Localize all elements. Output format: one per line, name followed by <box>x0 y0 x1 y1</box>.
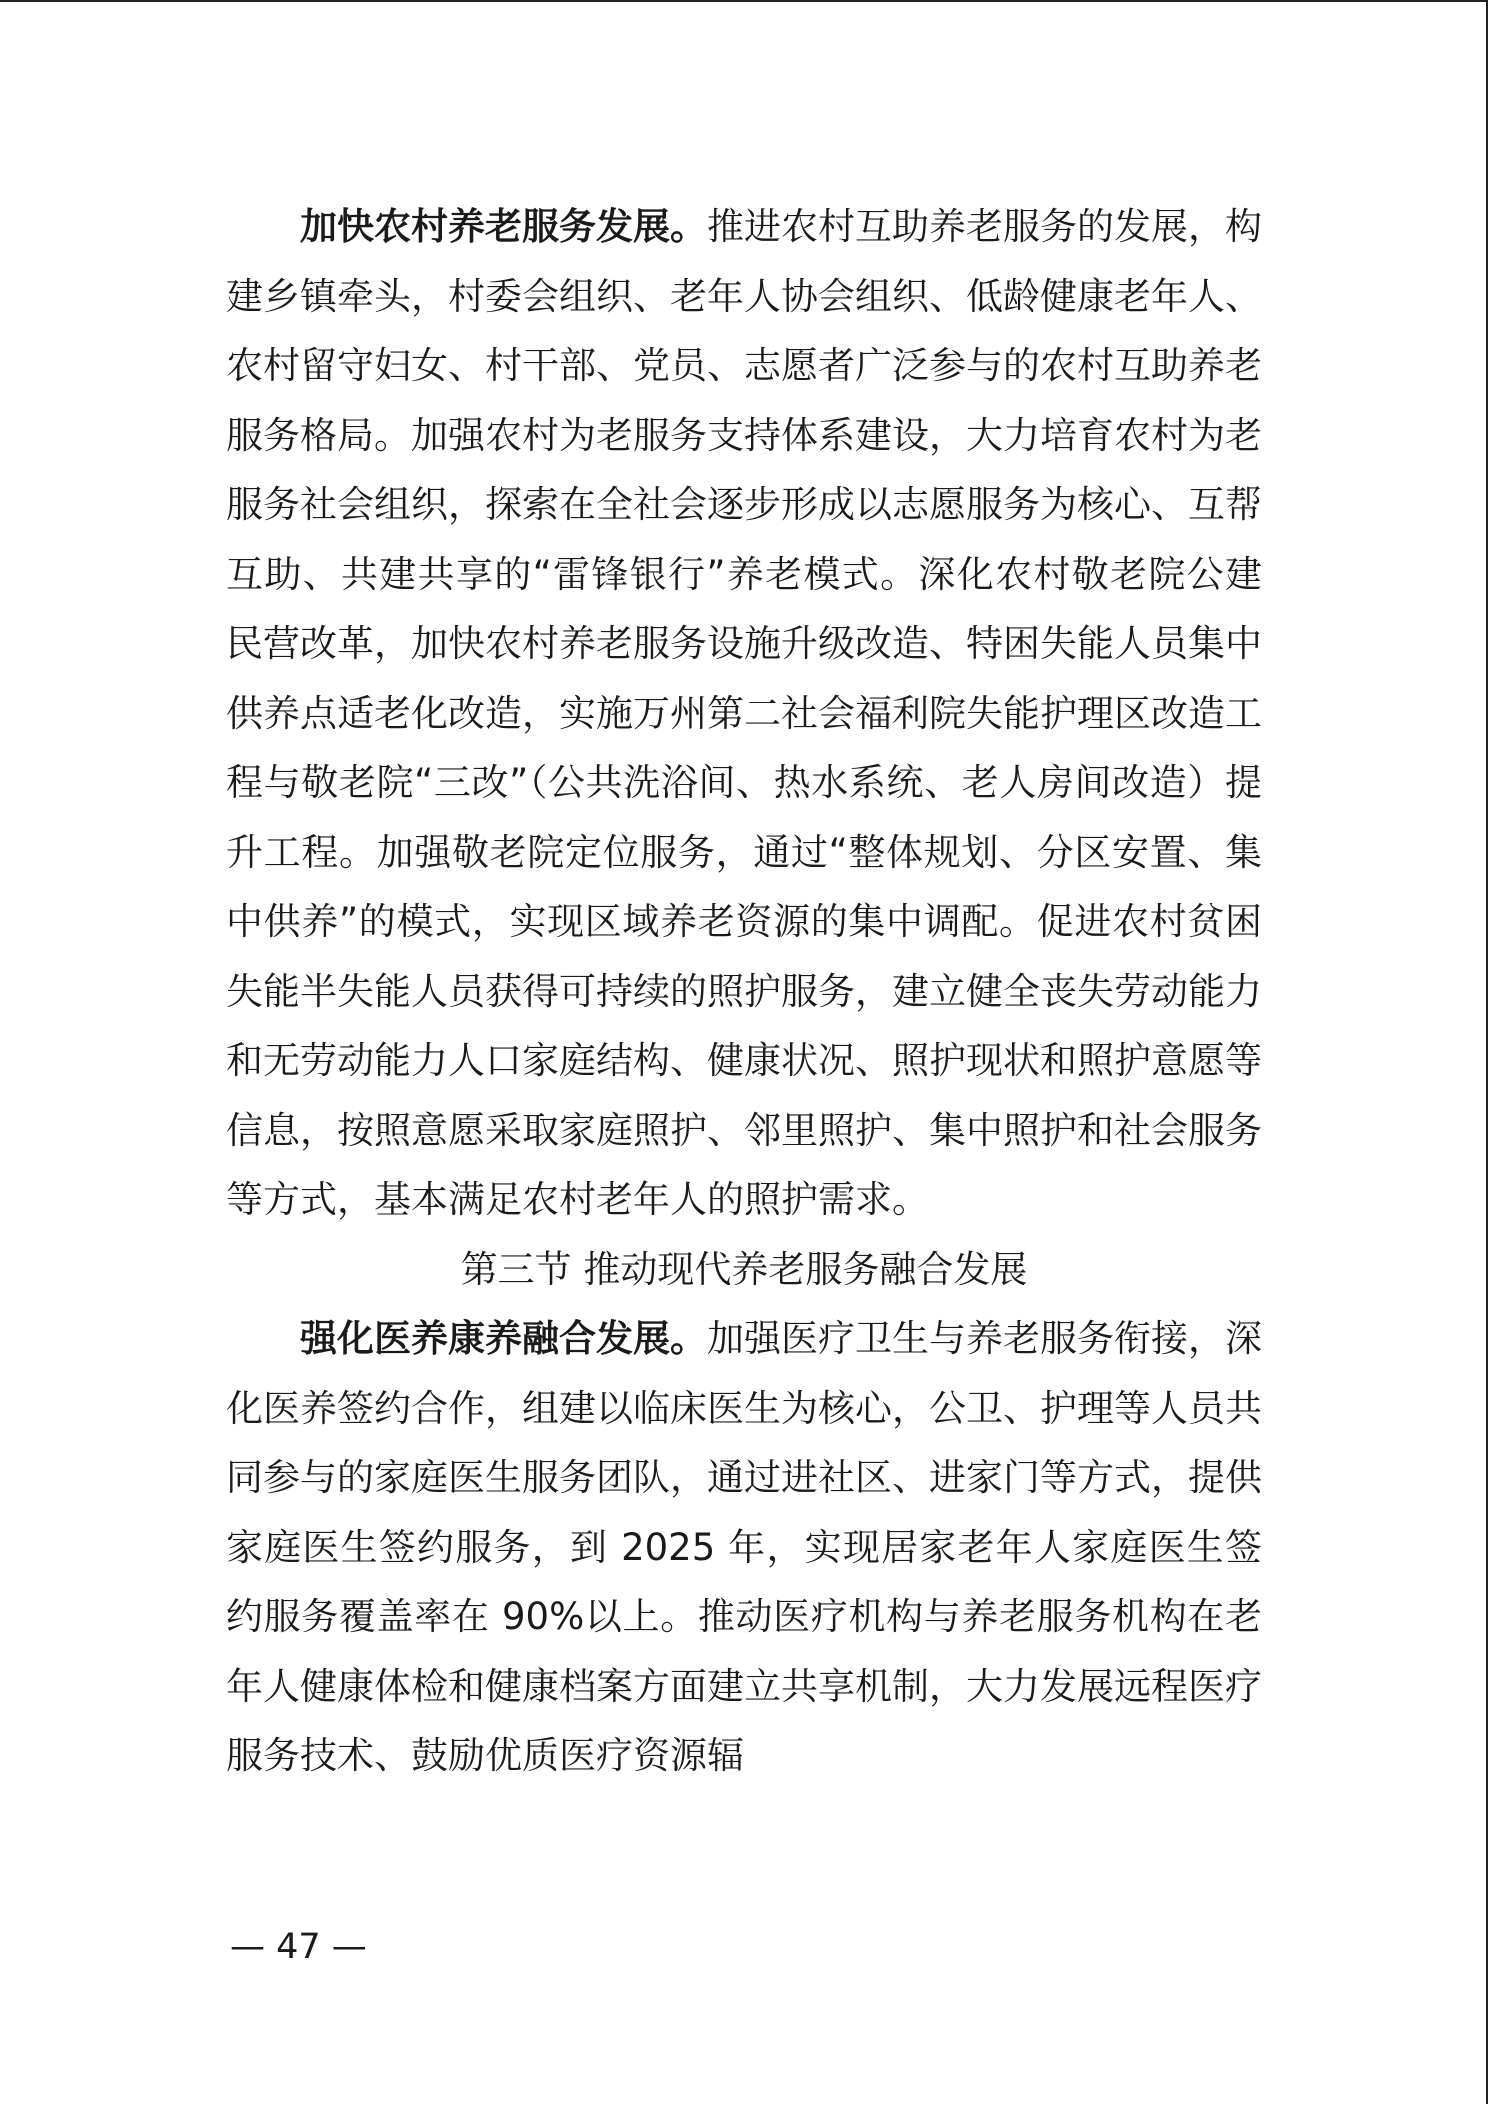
paragraph-text: 加强医疗卫生与养老服务衔接，深化医养签约合作，组建以临床医生为核心，公卫、护理等人员共同参与的家庭医生服务团队，通过进社区、进家门等方式，提供家庭医生签约服务，到 2025 年，实现居家老年人家庭医生签约服务覆盖率在 90%以上。推动医疗机构与养老服务机构在老年人健康体检和健康档案方面建立共享机制，大力发展远程医疗服务技术、鼓励优质医疗资源辐 <box>226 1317 1262 1777</box>
paragraph-text: 推进农村互助养老服务的发展，构建乡镇牵头，村委会组织、老年人协会组织、低龄健康老年人、农村留守妇女、村干部、党员、志愿者广泛参与的农村互助养老服务格局。加强农村为老服务支持体系建设，大力培育农村为老服务社会组织，探索在全社会逐步形成以志愿服务为核心、互帮互助、共建共享的“雷锋银行”养老模式。深化农村敬老院公建民营改革，加快农村养老服务设施升级改造、特困失能人员集中供养点适老化改造，实施万州第二社会福利院失能护理区改造工程与敬老院“三改”（公共洗浴间、热水系统、老人房间改造）提升工程。加强敬老院定位服务，通过“整体规划、分区安置、集中供养”的模式，实现区域养老资源的集中调配。促进农村贫困失能半失能人员获得可持续的照护服务，建立健全丧失劳动能力和无劳动能力人口家庭结构、健康状况、照护现状和照护意愿等信息，按照意愿采取家庭照护、邻里照护、集中照护和社会服务等方式，基本满足农村老年人的照护需求。 <box>226 205 1262 1221</box>
paragraph-lead-heading: 强化医养康养融合发展。 <box>300 1317 707 1360</box>
page-number: — 47 — <box>230 1927 367 1967</box>
paragraph-rural-elderly-care <box>226 192 1262 1235</box>
page-border-top <box>0 0 1488 2</box>
paragraph-lead-heading: 加快农村养老服务发展。 <box>300 205 707 248</box>
document-body <box>226 192 1262 1791</box>
paragraph-medical-care-integration <box>226 1304 1262 1791</box>
section-title: 第三节 推动现代养老服务融合发展 <box>460 1247 1028 1291</box>
